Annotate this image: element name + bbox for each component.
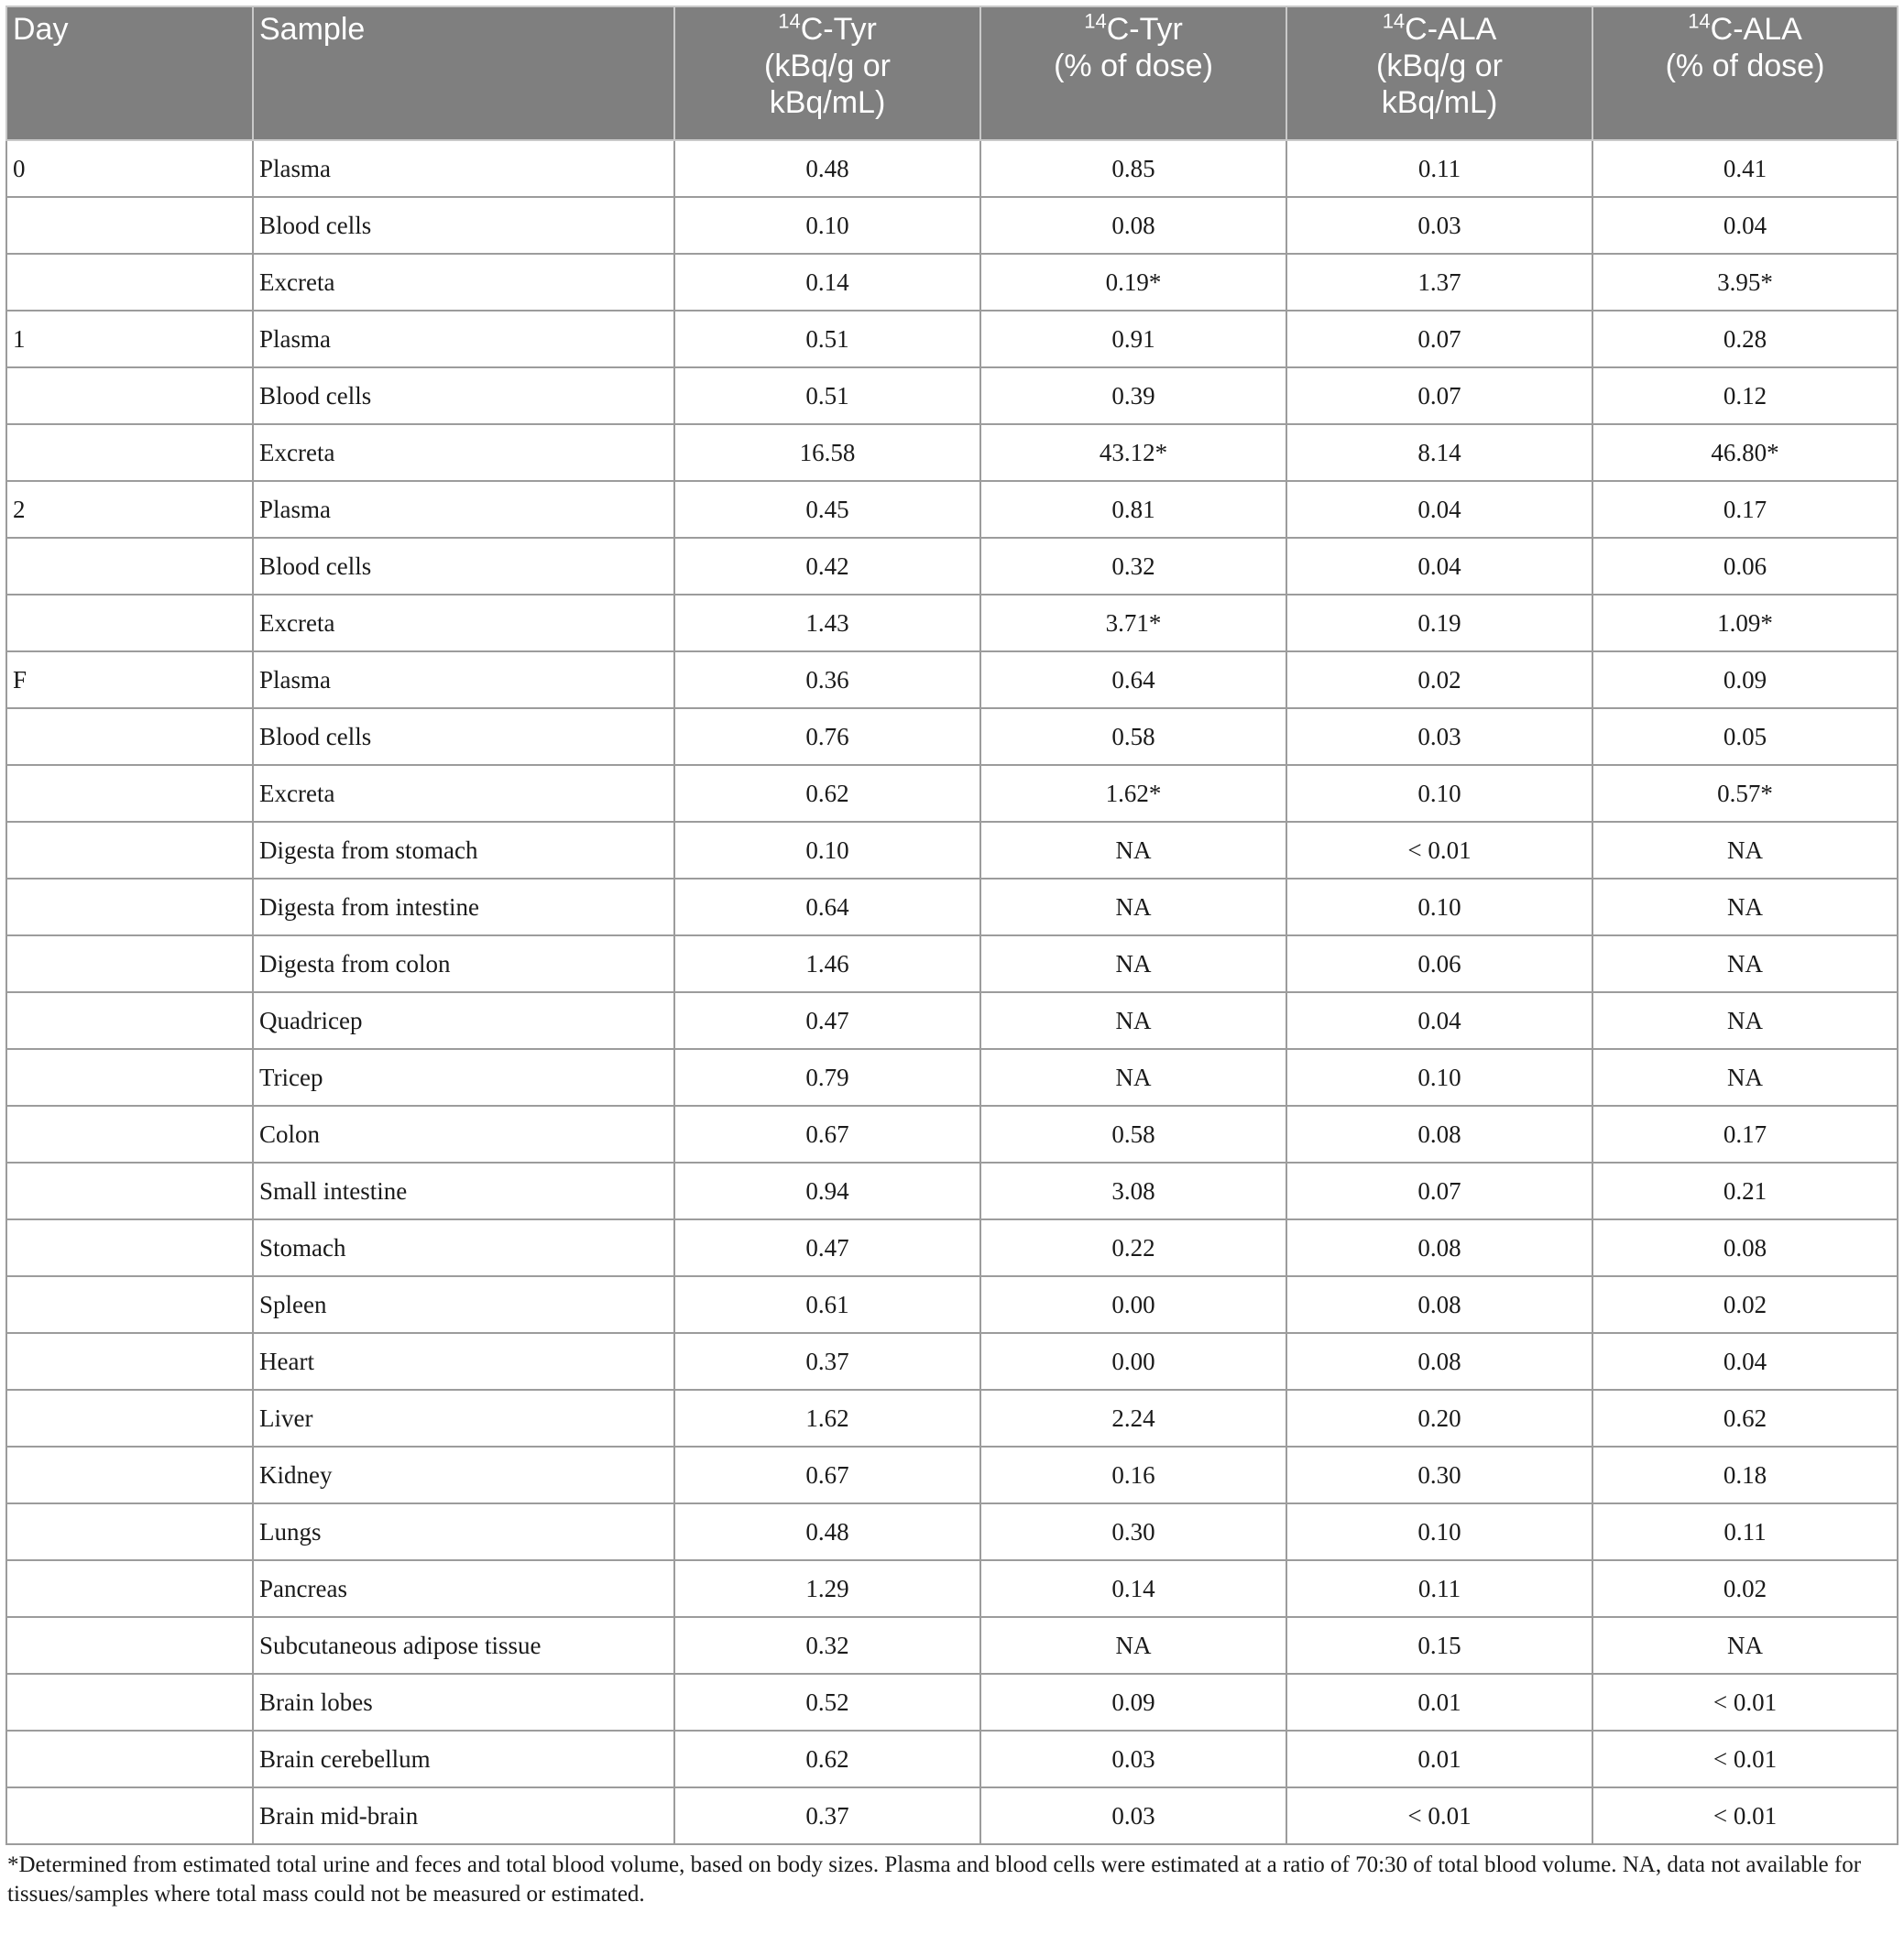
header-line: kBq/mL) [1381, 85, 1498, 120]
table-row [6, 651, 1898, 708]
cell-day [6, 1787, 253, 1844]
cell-tyr-dose: 0.30 [980, 1503, 1286, 1560]
cell-tyr-dose: NA [980, 879, 1286, 935]
cell-ala-dose: 0.11 [1592, 1503, 1898, 1560]
header-line: C-Tyr [800, 12, 877, 47]
cell-ala-dose: NA [1592, 879, 1898, 935]
header-tyr-dose [980, 6, 1286, 140]
cell-ala-kbq: 0.08 [1286, 1106, 1592, 1163]
cell-ala-kbq: 0.19 [1286, 595, 1592, 651]
cell-day [6, 1049, 253, 1106]
table-row [6, 1560, 1898, 1617]
table-row [6, 1333, 1898, 1390]
cell-sample: Plasma [253, 651, 674, 708]
cell-day [6, 822, 253, 879]
header-day: Day [6, 6, 253, 140]
cell-day [6, 1617, 253, 1674]
cell-tyr-kbq: 0.47 [674, 992, 980, 1049]
cell-tyr-dose: 0.64 [980, 651, 1286, 708]
cell-tyr-kbq: 0.37 [674, 1787, 980, 1844]
cell-tyr-kbq: 0.64 [674, 879, 980, 935]
cell-ala-dose: 0.21 [1592, 1163, 1898, 1219]
cell-tyr-dose: 0.58 [980, 1106, 1286, 1163]
cell-sample: Pancreas [253, 1560, 674, 1617]
cell-tyr-dose: NA [980, 1049, 1286, 1106]
cell-ala-kbq: 0.30 [1286, 1447, 1592, 1503]
header-sample: Sample [253, 6, 674, 140]
cell-sample: Excreta [253, 595, 674, 651]
cell-ala-dose: 3.95* [1592, 254, 1898, 311]
cell-sample: Stomach [253, 1219, 674, 1276]
header-tyr-kbq [674, 6, 980, 140]
cell-tyr-kbq: 0.48 [674, 1503, 980, 1560]
cell-sample: Subcutaneous adipose tissue [253, 1617, 674, 1674]
cell-ala-kbq: 0.01 [1286, 1674, 1592, 1731]
cell-tyr-kbq: 0.47 [674, 1219, 980, 1276]
cell-day [6, 1390, 253, 1447]
cell-day: F [6, 651, 253, 708]
table-row [6, 311, 1898, 367]
cell-tyr-dose: NA [980, 992, 1286, 1049]
header-sup: 14 [778, 9, 801, 33]
cell-ala-dose: 0.18 [1592, 1447, 1898, 1503]
cell-ala-dose: 0.02 [1592, 1560, 1898, 1617]
table-row [6, 424, 1898, 481]
cell-tyr-kbq: 1.62 [674, 1390, 980, 1447]
cell-ala-dose: 0.17 [1592, 481, 1898, 538]
table-body [6, 140, 1898, 1844]
cell-sample: Excreta [253, 424, 674, 481]
cell-sample: Spleen [253, 1276, 674, 1333]
table-row [6, 254, 1898, 311]
table-row [6, 595, 1898, 651]
cell-ala-kbq: 0.01 [1286, 1731, 1592, 1787]
cell-tyr-kbq: 0.10 [674, 822, 980, 879]
cell-ala-dose: 0.02 [1592, 1276, 1898, 1333]
cell-sample: Digesta from colon [253, 935, 674, 992]
cell-tyr-kbq: 0.14 [674, 254, 980, 311]
cell-tyr-kbq: 0.94 [674, 1163, 980, 1219]
cell-sample: Brain cerebellum [253, 1731, 674, 1787]
cell-sample: Kidney [253, 1447, 674, 1503]
cell-ala-kbq: 1.37 [1286, 254, 1592, 311]
cell-ala-dose: NA [1592, 1617, 1898, 1674]
cell-ala-kbq: 0.10 [1286, 879, 1592, 935]
cell-ala-dose: 1.09* [1592, 595, 1898, 651]
cell-ala-kbq: 0.07 [1286, 1163, 1592, 1219]
cell-ala-kbq: 0.03 [1286, 708, 1592, 765]
cell-ala-kbq: 8.14 [1286, 424, 1592, 481]
cell-ala-kbq: 0.04 [1286, 992, 1592, 1049]
cell-tyr-kbq: 1.43 [674, 595, 980, 651]
cell-tyr-dose: 0.19* [980, 254, 1286, 311]
table-row [6, 879, 1898, 935]
header-ala-dose [1592, 6, 1898, 140]
cell-ala-kbq: < 0.01 [1286, 822, 1592, 879]
cell-tyr-dose: 0.03 [980, 1731, 1286, 1787]
cell-day [6, 1447, 253, 1503]
cell-ala-dose: 0.57* [1592, 765, 1898, 822]
cell-tyr-dose: NA [980, 935, 1286, 992]
cell-sample: Plasma [253, 311, 674, 367]
cell-ala-dose: 0.04 [1592, 197, 1898, 254]
cell-day [6, 1560, 253, 1617]
cell-sample: Plasma [253, 481, 674, 538]
cell-day [6, 935, 253, 992]
cell-ala-kbq: 0.10 [1286, 1049, 1592, 1106]
header-line: (kBq/g or [764, 49, 891, 83]
table-row [6, 1447, 1898, 1503]
cell-ala-kbq: 0.07 [1286, 311, 1592, 367]
cell-ala-kbq: 0.04 [1286, 538, 1592, 595]
table-row [6, 197, 1898, 254]
cell-sample: Colon [253, 1106, 674, 1163]
cell-ala-kbq: 0.11 [1286, 140, 1592, 197]
cell-tyr-dose: 2.24 [980, 1390, 1286, 1447]
cell-tyr-kbq: 0.79 [674, 1049, 980, 1106]
header-line: (% of dose) [1054, 49, 1213, 83]
cell-tyr-kbq: 0.48 [674, 140, 980, 197]
cell-tyr-dose: 0.00 [980, 1333, 1286, 1390]
cell-tyr-kbq: 0.52 [674, 1674, 980, 1731]
cell-tyr-kbq: 0.32 [674, 1617, 980, 1674]
cell-day [6, 1674, 253, 1731]
cell-tyr-dose: 0.32 [980, 538, 1286, 595]
cell-ala-kbq: 0.20 [1286, 1390, 1592, 1447]
cell-tyr-dose: NA [980, 1617, 1286, 1674]
cell-ala-kbq: 0.15 [1286, 1617, 1592, 1674]
cell-ala-dose: < 0.01 [1592, 1787, 1898, 1844]
cell-ala-kbq: 0.08 [1286, 1276, 1592, 1333]
table-row [6, 140, 1898, 197]
cell-tyr-dose: 0.85 [980, 140, 1286, 197]
cell-ala-dose: NA [1592, 1049, 1898, 1106]
header-line: kBq/mL) [769, 85, 886, 120]
cell-day [6, 1276, 253, 1333]
cell-day [6, 1333, 253, 1390]
table-row [6, 538, 1898, 595]
cell-ala-dose: 0.08 [1592, 1219, 1898, 1276]
cell-tyr-dose: 0.08 [980, 197, 1286, 254]
cell-tyr-kbq: 0.67 [674, 1447, 980, 1503]
cell-sample: Brain lobes [253, 1674, 674, 1731]
cell-tyr-kbq: 1.46 [674, 935, 980, 992]
cell-sample: Heart [253, 1333, 674, 1390]
cell-sample: Small intestine [253, 1163, 674, 1219]
cell-ala-dose: NA [1592, 992, 1898, 1049]
cell-sample: Blood cells [253, 708, 674, 765]
cell-tyr-dose: NA [980, 822, 1286, 879]
header-line: (% of dose) [1665, 49, 1825, 83]
cell-day [6, 765, 253, 822]
header-line: (kBq/g or [1376, 49, 1503, 83]
cell-ala-kbq: 0.10 [1286, 1503, 1592, 1560]
table-row [6, 1276, 1898, 1333]
table-row [6, 1049, 1898, 1106]
cell-ala-kbq: 0.02 [1286, 651, 1592, 708]
cell-day [6, 1731, 253, 1787]
cell-tyr-dose: 1.62* [980, 765, 1286, 822]
cell-day [6, 1163, 253, 1219]
table-row [6, 708, 1898, 765]
cell-sample: Blood cells [253, 538, 674, 595]
cell-day [6, 595, 253, 651]
cell-sample: Excreta [253, 254, 674, 311]
cell-tyr-kbq: 0.62 [674, 1731, 980, 1787]
cell-tyr-dose: 43.12* [980, 424, 1286, 481]
table-row [6, 481, 1898, 538]
cell-day [6, 879, 253, 935]
cell-tyr-dose: 3.71* [980, 595, 1286, 651]
table-row [6, 1106, 1898, 1163]
cell-sample: Digesta from intestine [253, 879, 674, 935]
cell-ala-dose: 46.80* [1592, 424, 1898, 481]
cell-ala-dose: 0.12 [1592, 367, 1898, 424]
cell-tyr-kbq: 0.36 [674, 651, 980, 708]
cell-ala-kbq: 0.06 [1286, 935, 1592, 992]
cell-sample: Tricep [253, 1049, 674, 1106]
cell-day: 0 [6, 140, 253, 197]
cell-sample: Liver [253, 1390, 674, 1447]
header-line: C-ALA [1710, 12, 1802, 47]
cell-ala-kbq: 0.04 [1286, 481, 1592, 538]
cell-ala-dose: < 0.01 [1592, 1731, 1898, 1787]
cell-ala-dose: < 0.01 [1592, 1674, 1898, 1731]
cell-ala-dose: NA [1592, 822, 1898, 879]
cell-sample: Excreta [253, 765, 674, 822]
cell-tyr-dose: 0.22 [980, 1219, 1286, 1276]
cell-day [6, 708, 253, 765]
cell-tyr-kbq: 1.29 [674, 1560, 980, 1617]
cell-tyr-kbq: 0.62 [674, 765, 980, 822]
cell-tyr-dose: 0.16 [980, 1447, 1286, 1503]
header-sup: 14 [1688, 9, 1711, 33]
table-footnote: *Determined from estimated total urine and feces and total blood volume, based on body sizes. Plasma and blood cells were estimated at a ratio of 70:30 of total blood volume. NA, data not available for tissues/samples where total mass could not be measured or estimated. [7, 1852, 1862, 1907]
cell-tyr-kbq: 0.51 [674, 367, 980, 424]
cell-tyr-dose: 0.03 [980, 1787, 1286, 1844]
data-table [5, 5, 1899, 1845]
cell-sample: Quadricep [253, 992, 674, 1049]
cell-tyr-dose: 0.91 [980, 311, 1286, 367]
header-sup: 14 [1084, 9, 1107, 33]
cell-sample: Blood cells [253, 367, 674, 424]
cell-ala-dose: NA [1592, 935, 1898, 992]
cell-sample: Brain mid-brain [253, 1787, 674, 1844]
cell-tyr-dose: 0.81 [980, 481, 1286, 538]
cell-day [6, 1106, 253, 1163]
table-row [6, 1503, 1898, 1560]
table-row [6, 992, 1898, 1049]
cell-tyr-dose: 3.08 [980, 1163, 1286, 1219]
header-line: C-ALA [1405, 12, 1497, 47]
cell-ala-kbq: 0.11 [1286, 1560, 1592, 1617]
cell-tyr-kbq: 16.58 [674, 424, 980, 481]
cell-ala-dose: 0.09 [1592, 651, 1898, 708]
table-row [6, 1731, 1898, 1787]
cell-tyr-kbq: 0.67 [674, 1106, 980, 1163]
cell-day [6, 367, 253, 424]
cell-sample: Blood cells [253, 197, 674, 254]
table-row [6, 1674, 1898, 1731]
document [5, 5, 1897, 1909]
cell-ala-kbq: 0.08 [1286, 1333, 1592, 1390]
table-row [6, 1787, 1898, 1844]
cell-day [6, 197, 253, 254]
cell-tyr-kbq: 0.42 [674, 538, 980, 595]
header-line: C-Tyr [1106, 12, 1183, 47]
cell-day: 1 [6, 311, 253, 367]
cell-day [6, 538, 253, 595]
cell-sample: Digesta from stomach [253, 822, 674, 879]
cell-ala-dose: 0.62 [1592, 1390, 1898, 1447]
cell-tyr-kbq: 0.10 [674, 197, 980, 254]
cell-ala-dose: 0.28 [1592, 311, 1898, 367]
cell-ala-dose: 0.06 [1592, 538, 1898, 595]
cell-sample: Lungs [253, 1503, 674, 1560]
table-row [6, 822, 1898, 879]
cell-tyr-kbq: 0.45 [674, 481, 980, 538]
cell-tyr-dose: 0.39 [980, 367, 1286, 424]
cell-day [6, 1219, 253, 1276]
cell-day [6, 254, 253, 311]
cell-ala-dose: 0.04 [1592, 1333, 1898, 1390]
cell-tyr-dose: 0.58 [980, 708, 1286, 765]
cell-tyr-kbq: 0.61 [674, 1276, 980, 1333]
table-row [6, 367, 1898, 424]
table-row [6, 1617, 1898, 1674]
header-ala-kbq [1286, 6, 1592, 140]
cell-tyr-kbq: 0.51 [674, 311, 980, 367]
cell-sample: Plasma [253, 140, 674, 197]
table-row [6, 1390, 1898, 1447]
cell-ala-dose: 0.05 [1592, 708, 1898, 765]
cell-tyr-dose: 0.00 [980, 1276, 1286, 1333]
cell-tyr-kbq: 0.76 [674, 708, 980, 765]
cell-tyr-kbq: 0.37 [674, 1333, 980, 1390]
cell-ala-kbq: 0.03 [1286, 197, 1592, 254]
cell-day [6, 1503, 253, 1560]
table-row [6, 765, 1898, 822]
cell-tyr-dose: 0.14 [980, 1560, 1286, 1617]
cell-tyr-dose: 0.09 [980, 1674, 1286, 1731]
cell-ala-kbq: 0.10 [1286, 765, 1592, 822]
cell-day [6, 424, 253, 481]
cell-ala-kbq: 0.07 [1286, 367, 1592, 424]
table-row [6, 935, 1898, 992]
table-row [6, 1163, 1898, 1219]
header-sup: 14 [1382, 9, 1406, 33]
cell-ala-dose: 0.17 [1592, 1106, 1898, 1163]
cell-ala-kbq: < 0.01 [1286, 1787, 1592, 1844]
cell-day [6, 992, 253, 1049]
cell-ala-kbq: 0.08 [1286, 1219, 1592, 1276]
header-row [6, 6, 1898, 140]
cell-day: 2 [6, 481, 253, 538]
table-row [6, 1219, 1898, 1276]
cell-ala-dose: 0.41 [1592, 140, 1898, 197]
